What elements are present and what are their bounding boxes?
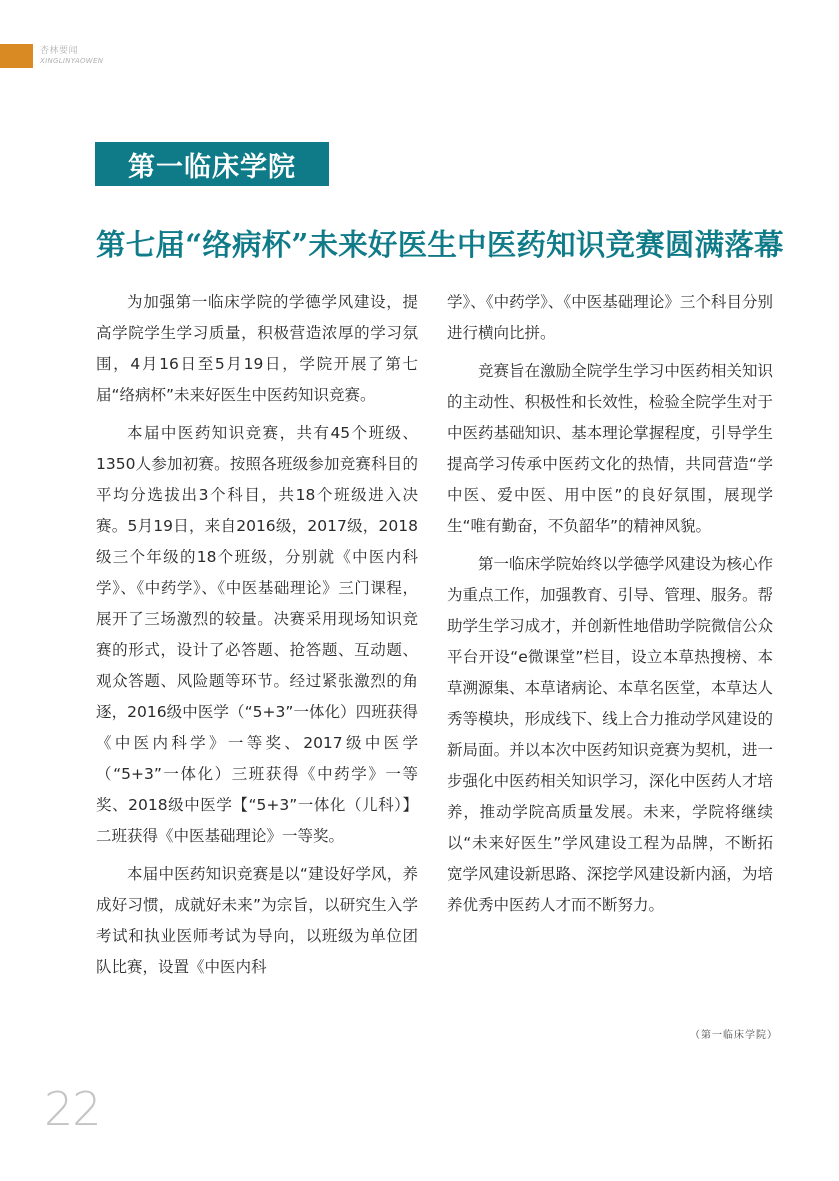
left-column: [96, 287, 418, 983]
author-signature: （第一临床学院）: [690, 1030, 778, 1041]
paragraph: 第一临床学院始终以学德学风建设为核心作为重点工作，加强教育、引导、管理、服务。帮助学生学习成才，并创新性地借助学院微信公众平台开设“e微课堂”栏目，设立本草热搜榜、本草溯源集、本草诸病论、本草名医堂，本草达人秀等模块，形成线下、线上合力推动学风建设的新局面。并以本次中医药知识竞赛为契机，进一步强化中医药相关知识学习，深化中医药人才培养，推动学院高质量发展。未来，学院将继续以“未来好医生”学风建设工程为品牌，不断拓宽学风建设新思路、深挖学风建设新内涵，为培养优秀中医药人才而不断努力。: [447, 555, 773, 914]
paragraph: 为加强第一临床学院的学德学风建设，提高学院学生学习质量，积极营造浓厚的学习氛围，4月16日至5月19日，学院开展了第七届“络病杯”未来好医生中医药知识竞赛。: [96, 293, 418, 404]
journal-name-en: XINGLINYAOWEN: [40, 57, 104, 66]
article-title: 第七届“络病杯”未来好医生中医药知识竞赛圆满落幕: [96, 227, 784, 262]
running-header: [40, 46, 103, 66]
page-number: 22: [44, 1082, 101, 1136]
right-column: [447, 287, 773, 921]
paragraph: 竞赛旨在激励全院学生学习中医药相关知识的主动性、积极性和长效性，检验全院学生对于中医药基础知识、基本理论掌握程度，引导学生提高学习传承中医药文化的热情，共同营造“学中医、爱中医、用中医”的良好氛围，展现学生“唯有勤奋，不负韶华”的精神风貌。: [447, 362, 773, 535]
header-color-tab: [0, 44, 33, 68]
paragraph: 本届中医药知识竞赛，共有45个班级、1350人参加初赛。按照各班级参加竞赛科目的平均分选拔出3个科目，共18个班级进入决赛。5月19日，来自2016级，2017级，2018级三个年级的18个班级，分别就《中医内科学》、《中药学》、《中医基础理论》三门课程，展开了三场激烈的较量。决赛采用现场知识竞赛的形式，设计了必答题、抢答题、互动题、观众答题、风险题等环节。经过紧张激烈的角逐，2016级中医学（“5+3”一体化）四班获得《中医内科学》一等奖、2017级中医学（“5+3”一体化）三班获得《中药学》一等奖、2018级中医学【“5+3”一体化（儿科）】二班获得《中医基础理论》一等奖。: [96, 424, 418, 845]
section-label: 第一临床学院: [128, 151, 296, 183]
paragraph-continuation: 学》、《中药学》、《中医基础理论》三个科目分别进行横向比拼。: [447, 293, 773, 342]
section-label-box: [95, 142, 329, 186]
journal-name-cn: 杏林要闻: [40, 46, 79, 56]
paragraph: 本届中医药知识竞赛是以“建设好学风，养成好习惯，成就好未来”为宗旨，以研究生入学考试和执业医师考试为导向，以班级为单位团队比赛，设置《中医内科: [96, 865, 418, 976]
